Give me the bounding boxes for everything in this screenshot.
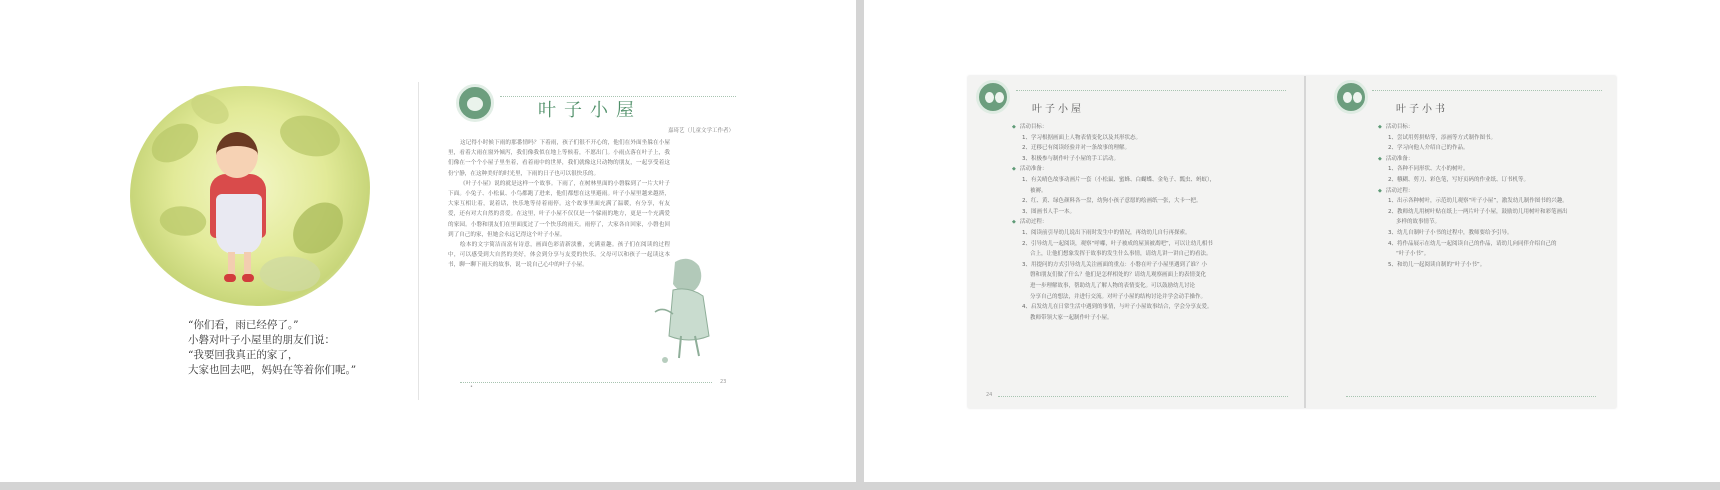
list-item: 1、有关晴色故事动画片一套（小松鼠、蜜蜂、白蝴蝶、金龟子、瓢虫、蚂蚁）， — [1022, 176, 1216, 183]
girl-leaf-illustration — [130, 86, 370, 306]
list-item: 教师带领大家一起制作叶子小屋。 — [1030, 314, 1113, 321]
poem-text — [188, 318, 356, 378]
list-item: 3、幼儿自制叶子小书的过程中，教师要给予引导。 — [1388, 229, 1513, 236]
slide-right-spread — [864, 0, 1720, 482]
slide-left-spread — [0, 0, 856, 482]
page-gutter — [418, 82, 419, 400]
footer-dotted-rule — [998, 396, 1288, 397]
list-item: 1、各种不同形状、大小的树叶。 — [1388, 166, 1469, 173]
section-heading: ◆ 活动准备： — [1378, 154, 1608, 165]
list-item: 1、学习根据画面上人物表情变化以及其形状态。 — [1022, 134, 1142, 141]
list-item: 2、引导幼儿一起阅读，观察“呼嘟，叶子被成的屋顶被离吧”，可以让幼儿相书 — [1022, 240, 1213, 247]
list-item: 合上，让他们想象发挥于故事的发生什么事情，请幼儿讲一讲自己的看法。 — [1030, 251, 1212, 258]
poem-line: “我要回我真正的家了， — [188, 349, 299, 361]
activity-title: 叶子小书 — [1396, 104, 1448, 115]
list-item: 4、将作品展示在幼儿一起阅读自己的作品，请幼儿向同伴介绍自己的 — [1388, 240, 1557, 247]
list-item: “叶子小书”。 — [1396, 251, 1430, 258]
character-badge-icon — [1334, 80, 1368, 114]
list-item: 3、积极参与制作叶子小屋的手工活动。 — [1022, 155, 1120, 162]
list-item: 多样的故事情节。 — [1396, 219, 1441, 226]
section-heading: ◆ 活动目标： — [1012, 122, 1292, 133]
article-body — [448, 138, 670, 271]
girl-sketch-illustration — [645, 252, 727, 372]
section-heading: ◆ 活动过程： — [1012, 217, 1292, 228]
list-item: 1、阅读前引导幼儿说出下雨时发生中的情况，再幼幼儿自行再探索。 — [1022, 229, 1191, 236]
list-item: 4、启发幼儿在日常生活中遇到的事情，与叶子小屋故事结合，学会分享友爱。 — [1022, 304, 1213, 311]
dotted-rule — [1016, 90, 1286, 91]
poem-line: 小磐对叶子小屋里的朋友们说： — [188, 334, 335, 346]
article-paragraph: 绘本的文字简洁而富有诗意，画面色彩清新淡雅，充满童趣。孩子们在阅读的过程中，可以感受到大自然的美好，体会到分享与友爱的快乐。父母可以和孩子一起读这本书，聊一聊下雨天的故事，说一说自己心中的叶子小屋。 — [448, 242, 670, 269]
leaf-badge-icon — [456, 84, 494, 122]
list-item: 1、出示各种树叶，示范幼儿观察“叶子小屋”，激发幼儿制作图书的兴趣。 — [1388, 198, 1568, 205]
story-intro-page — [420, 82, 740, 400]
character-badge-icon — [976, 80, 1010, 114]
activity-list — [1378, 122, 1608, 270]
author-credit: 嘉琦艺（儿童文学工作者） — [667, 128, 734, 134]
footer-dotted-rule — [1346, 396, 1596, 397]
list-item: 2、教师幼儿用树叶贴在纸上一两片叶子小屋，鼓励幼儿用树叶和彩笔画出 — [1388, 208, 1568, 215]
dotted-rule — [1372, 90, 1602, 91]
list-item: 磐和朋友们做了什么？他们是怎样相处的？请幼儿观察画面上的表情变化 — [1030, 272, 1207, 279]
footer-dotted-rule — [460, 382, 712, 383]
list-item: 1、尝试用剪拼贴等，添画等方式制作图书。 — [1388, 134, 1497, 141]
article-paragraph: 《叶子小屋》说的就是这样一个故事。下雨了，在树林里面的小磐躲到了一片大叶子下面。小兔子、小松鼠、小鸟都跑了进来，他们都想在这里避雨。叶子小屋里越来越挤，大家互相让着，说着话，快乐地等待着雨停。这个故事里面充满了温暖，有分享，有友爱，还有对大自然的喜爱。在这里，叶子小屋不仅仅是一个躲雨的地方，更是一个充满爱的家园。小磐和朋友们在里面度过了一个快乐的雨天。雨停了，大家各自回家，小磐也回到了自己的家，但她会永远记得这个叶子小屋。 — [448, 180, 670, 238]
section-heading: ◆ 活动准备： — [1012, 164, 1292, 175]
article-paragraph: 这记得小时候下雨的那番情吗？下着雨，孩子们很不开心的，他们在外面坐躲在小屋里，看着大雨在窗外倾泻，我们像我似在地上等候着，不愿出门。小雨点落在叶子上，我们像在一个个小屋子里坐着，看着雨中的世界，我们就像这只动物的朋友，一起享受着这份宁静，在这种美好的时光里，下雨的日子也可以很快乐的。 — [448, 140, 670, 177]
page-number: 24 — [986, 392, 993, 398]
list-item: 分享自己的想法，并进行交流。对叶子小屋的结构讨论并学会动手操作。 — [1030, 293, 1207, 300]
list-item: 2、学习向他人介绍自己的作品。 — [1388, 145, 1469, 152]
page-number: 23 — [720, 379, 727, 385]
list-item: 2、糨糊、剪刀、彩色笔，写好页码的作业纸、订书机等。 — [1388, 176, 1530, 183]
activity-title: 叶子小屋 — [1032, 104, 1084, 115]
poem-line: “你们看，雨已经停了。” — [188, 319, 299, 331]
list-item: 2、红、黄、绿色颜料各一盘，幼狗小孩子意愿的绘画纸一张，大卡一把。 — [1022, 198, 1202, 205]
list-item: 2、迁移已有阅读经验并对一条故事的理解。 — [1022, 145, 1131, 152]
list-item: 进一步理解故事，帮助幼儿了解人物的表情变化。可以鼓励幼儿讨论 — [1030, 282, 1196, 289]
page-title: 叶子小屋 — [538, 100, 642, 121]
activity-page-leaf-book — [1306, 76, 1616, 408]
activity-page-leaf-house — [968, 76, 1304, 408]
activity-list — [1012, 122, 1292, 323]
list-item: 3、图画书人手一本。 — [1022, 208, 1075, 215]
section-heading: ◆ 活动过程： — [1378, 186, 1608, 197]
activity-book-spread — [968, 76, 1616, 408]
page-marker: • — [470, 384, 473, 390]
list-item: 3、用提问的方式引导幼儿关注画面的重点：小磐在叶子小屋里遇到了谁？小 — [1022, 261, 1208, 268]
poem-line: 大家也回去吧，妈妈在等着你们呢。” — [188, 364, 357, 376]
section-heading: ◆ 活动目标： — [1378, 122, 1608, 133]
list-item: 被褥。 — [1030, 187, 1047, 194]
list-item: 5、和幼儿一起阅读自制的“叶子小书”。 — [1388, 261, 1486, 268]
